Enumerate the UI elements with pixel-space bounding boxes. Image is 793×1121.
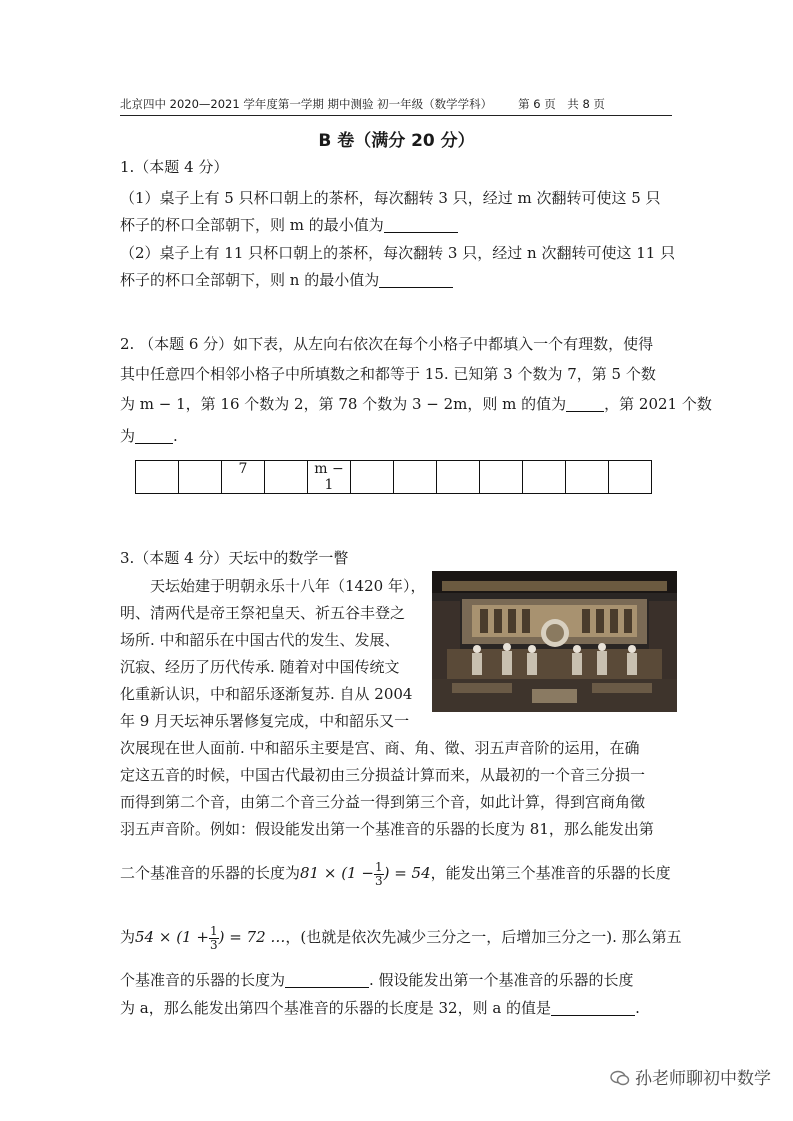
frac-numerator: 1 [209, 923, 218, 938]
grid-cell[interactable] [265, 461, 308, 494]
q3-full-line6 [120, 922, 682, 952]
q2-line4 [120, 426, 178, 446]
q2-line4-tail: . [173, 427, 178, 445]
wechat-icon [610, 1070, 630, 1086]
q2-line3-tail: ，第 2021 个数 [604, 395, 712, 413]
q3-wrap-line6: 年 9 月天坛神乐署修复完成，中和韶乐又一 [120, 712, 410, 730]
q3-line5-tail: ，能发出第三个基准音的乐器的长度 [430, 864, 671, 882]
q1-part2-text: 杯子的杯口全部朝下，则 n 的最小值为 [120, 271, 380, 289]
q3-line7-text: 个基准音的乐器的长度为 [120, 971, 286, 989]
q3-line6-tail: ，(也就是依次先减少三分之一，后增加三分之一). 那么第五 [285, 928, 682, 946]
frac-denominator: 3 [209, 937, 218, 952]
q3-wrap-line2: 明、清两代是帝王祭祀皇天、祈五谷丰登之 [120, 604, 406, 622]
q3-line6-text: 为 [120, 928, 136, 946]
temple-music-photo [432, 571, 677, 712]
grid-cell[interactable] [351, 461, 394, 494]
grid-cell[interactable] [523, 461, 566, 494]
header-text: 北京四中 2020—2021 学年度第一学期 期中测验 初一年级（数学学科） [120, 97, 493, 111]
grid-cell[interactable]: 7 [222, 461, 265, 494]
q3-full-line3: 而得到第二个音，由第二个音三分益一得到第三个音，如此计算，得到宫商角徵 [120, 793, 646, 811]
q3-full-line2: 定这五音的时候，中国古代最初由三分损益计算而来，从最初的一个音三分损一 [120, 766, 646, 784]
q3-answer-blank-5th[interactable] [285, 971, 369, 988]
q3-wrap-line4: 沉寂、经历了历代传承. 随着对中国传统文 [120, 658, 400, 676]
expr-54: ) = 54 [383, 864, 431, 882]
grid-cell[interactable] [566, 461, 609, 494]
watermark-text: 孙老师聊初中数学 [635, 1069, 771, 1089]
wechat-watermark [610, 1064, 771, 1089]
q3-line5-text: 二个基准音的乐器的长度为 [120, 864, 301, 882]
q3-full-line7 [120, 970, 634, 990]
frac-numerator: 1 [374, 859, 383, 874]
q3-line7-tail: . 假设能发出第一个基准音的乐器的长度 [369, 971, 634, 989]
q3-wrap-line5: 化重新认识，中和韶乐逐渐复苏. 自从 2004 [120, 685, 413, 703]
fraction-one-third [374, 861, 384, 888]
q3-line8-tail: . [635, 999, 640, 1017]
q1-part1-text: 杯子的杯口全部朝下，则 m 的最小值为 [120, 216, 384, 234]
q2-answer-blank-2021[interactable] [135, 427, 173, 444]
grid-cell[interactable] [179, 461, 222, 494]
q3-wrap-line3: 场所. 中和韶乐在中国古代的发生、发展、 [120, 631, 400, 649]
q3-line8-text: 为 a，那么能发出第四个基准音的乐器的长度是 32，则 a 的值是 [120, 999, 552, 1017]
frac-denominator: 3 [374, 873, 383, 888]
q2-line4-text: 为 [120, 427, 136, 445]
expr-81: 81 × (1 − [300, 864, 374, 882]
q1-part1-line1: （1）桌子上有 5 只杯口朝上的茶杯，每次翻转 3 只，经过 m 次翻转可使这 5 只 [120, 189, 661, 207]
header-page: 第 6 页 共 8 页 [518, 97, 605, 111]
q1-head: 1.（本题 4 分） [120, 158, 229, 176]
q3-full-line1: 次展现在世人面前. 中和韶乐主要是宫、商、角、徵、羽五声音阶的运用，在确 [120, 739, 640, 757]
q3-full-line4: 羽五声音阶。例如：假设能发出第一个基准音的乐器的长度为 81，那么能发出第 [120, 820, 654, 838]
grid-cell[interactable] [136, 461, 179, 494]
grid-cell[interactable] [480, 461, 523, 494]
q1-part1-line2 [120, 215, 458, 235]
q2-line3 [120, 394, 712, 414]
q1-part2-line1: （2）桌子上有 11 只杯口朝上的茶杯，每次翻转 3 只，经过 n 次翻转可使这 11 只 [120, 244, 676, 262]
expr-72: ) = 72 … [218, 928, 286, 946]
q2-line2: 其中任意四个相邻小格子中所填数之和都等于 15. 已知第 3 个数为 7，第 5 个数 [120, 365, 656, 383]
q2-line3-text: 为 m − 1，第 16 个数为 2，第 78 个数为 3 − 2m，则 m 的值为 [120, 395, 567, 413]
grid-cell[interactable] [437, 461, 480, 494]
grid-cell[interactable] [609, 461, 652, 494]
grid-cell[interactable]: m − 1 [308, 461, 351, 494]
q1-part2-line2 [120, 270, 453, 290]
q2-line1: 2. （本题 6 分）如下表，从左向右依次在每个小格子中都填入一个有理数，使得 [120, 335, 654, 353]
q1-answer-blank-2[interactable] [379, 271, 453, 288]
number-grid [135, 460, 652, 494]
fraction-one-third-2 [209, 925, 219, 952]
q3-wrap-line1: 天坛始建于明朝永乐十八年（1420 年）， [150, 577, 426, 595]
q3-full-line8 [120, 998, 640, 1018]
section-title: B 卷（满分 20 分） [318, 131, 475, 151]
grid-cell[interactable] [394, 461, 437, 494]
q3-full-line5 [120, 858, 671, 888]
expr-54-plus: 54 × (1 + [135, 928, 209, 946]
q1-answer-blank-1[interactable] [384, 216, 458, 233]
stage-performance-image [432, 571, 677, 712]
q3-head: 3.（本题 4 分）天坛中的数学一瞥 [120, 549, 349, 567]
q3-answer-blank-a[interactable] [551, 999, 635, 1016]
q2-answer-blank-m[interactable] [566, 395, 604, 412]
page-header [120, 96, 672, 116]
